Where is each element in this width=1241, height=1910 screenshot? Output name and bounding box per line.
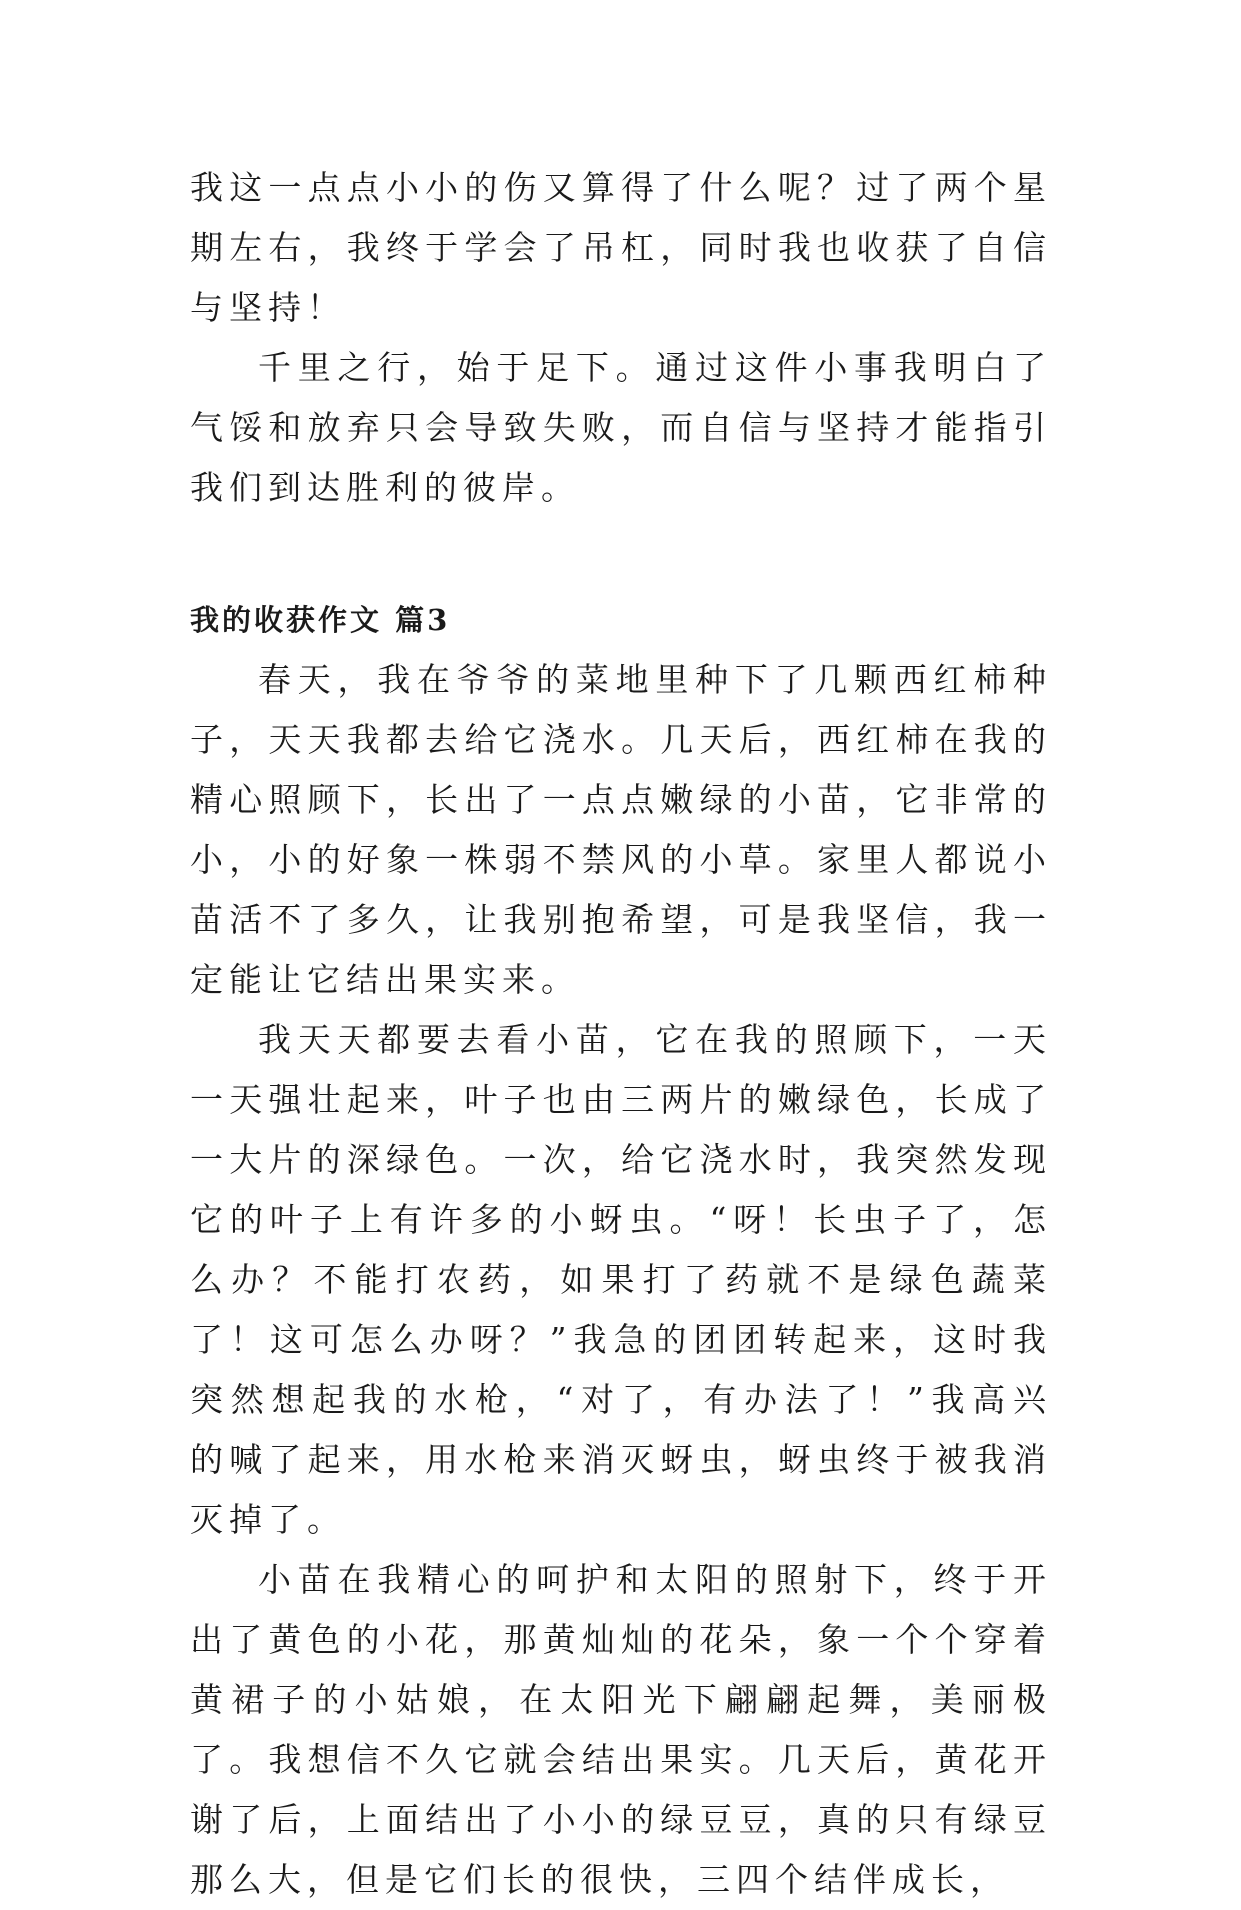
paragraph-continued: 我这一点点小小的伤又算得了什么呢？过了两个星期左右，我终于学会了吊杠，同时我也收获了自信与坚持！	[190, 168, 1052, 327]
document-page	[190, 158, 1052, 1910]
paragraph-aphids: 我天天都要去看小苗，它在我的照顾下，一天一天强壮起来，叶子也由三两片的嫩绿色，长成了一大片的深绿色。一次，给它浇水时，我突然发现它的叶子上有许多的小蚜虫。“呀！长虫子了，怎么办？不能打农药，如果打了药就不是绿色蔬菜了！这可怎么办呀？”我急的团团转起来，这时我突然想起我的水枪，“对了，有办法了！”我高兴的喊了起来，用水枪来消灭蚜虫，蚜虫终于被我消灭掉了。	[190, 1020, 1052, 1539]
paragraph-spring: 春天，我在爷爷的菜地里种下了几颗西红柿种子，天天我都去给它浇水。几天后，西红柿在我的精心照顾下，长出了一点点嫩绿的小苗，它非常的小，小的好象一株弱不禁风的小草。家里人都说小苗活不了多久，让我别抱希望，可是我坚信，我一定能让它结出果实来。	[190, 660, 1052, 999]
paragraph-conclusion: 千里之行，始于足下。通过这件小事我明白了气馁和放弃只会导致失败，而自信与坚持才能指引我们到达胜利的彼岸。	[190, 348, 1052, 507]
paragraph-flowers: 小苗在我精心的呵护和太阳的照射下，终于开出了黄色的小花，那黄灿灿的花朵，象一个个穿着黄裙子的小姑娘，在太阳光下翩翩起舞，美丽极了。我想信不久它就会结出果实。几天后，黄花开谢了后，上面结出了小小的绿豆豆，真的只有绿豆那么大，但是它们长的很快，三四个结伴成长，	[190, 1560, 1052, 1899]
section-title: 我的收获作文 篇3	[190, 603, 451, 637]
